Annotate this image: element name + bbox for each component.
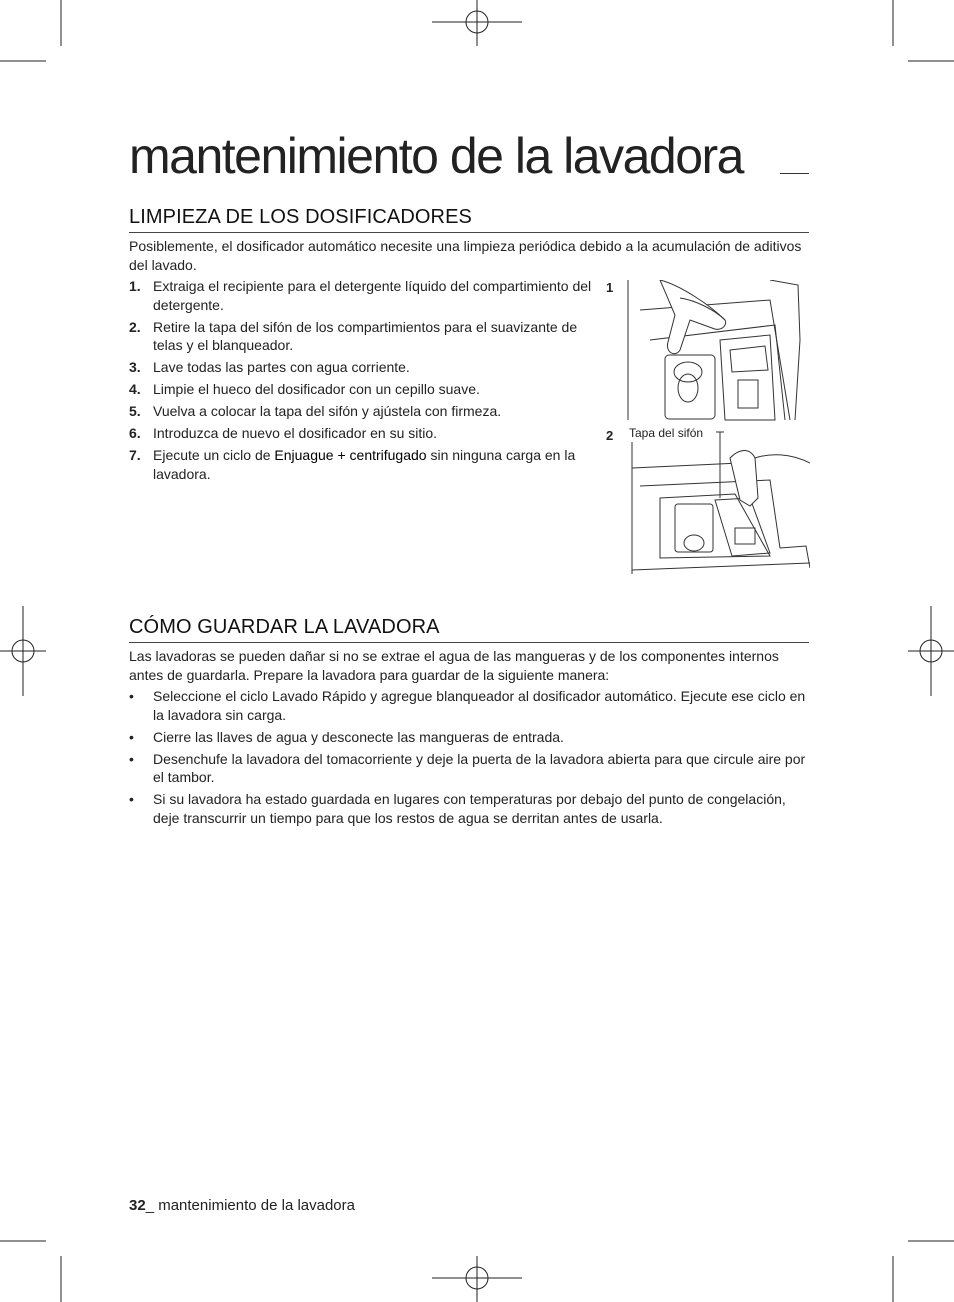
cleaning-intro: Posiblemente, el dosificador automático necesite una limpieza periódica debido a la acumulación de aditivos del lavado. bbox=[129, 238, 802, 273]
figure-2-number: 2 bbox=[606, 428, 614, 443]
page-footer bbox=[129, 1197, 355, 1214]
step-number: 6. bbox=[129, 425, 141, 441]
step-item bbox=[129, 358, 599, 377]
title-rule bbox=[780, 173, 809, 174]
bullet-dot: • bbox=[129, 791, 134, 807]
bullet-text: Seleccione el ciclo Lavado Rápido y agregue blanqueador al dosificador automático. Ejecute ese ciclo en la lavadora sin carga. bbox=[153, 688, 806, 723]
step-text-before: Ejecute un ciclo de bbox=[153, 447, 275, 463]
cleaning-steps-list bbox=[129, 277, 599, 487]
step-item bbox=[129, 380, 599, 399]
step-number: 5. bbox=[129, 403, 141, 419]
bullet-text: Si su lavadora ha estado guardada en lugares con temperaturas por debajo del punto de congelación, deje transcurrir un tiempo para que los restos de agua se derritan antes de usarla. bbox=[153, 791, 786, 826]
step-number: 4. bbox=[129, 381, 141, 397]
step-number: 1. bbox=[129, 278, 141, 294]
section-heading-cleaning: LIMPIEZA DE LOS DOSIFICADORES bbox=[129, 205, 809, 233]
step-text: Limpie el hueco del dosificador con un cepillo suave. bbox=[153, 381, 480, 397]
step-item bbox=[129, 402, 599, 421]
step-text: Extraiga el recipiente para el detergente líquido del compartimiento del detergente. bbox=[153, 278, 592, 313]
siphon-cap-label: Tapa del sifón bbox=[629, 426, 704, 440]
storage-bullet-list bbox=[129, 687, 809, 831]
step-text: Introduzca de nuevo el dosificador en su sitio. bbox=[153, 425, 438, 441]
footer-separator: _ bbox=[145, 1197, 159, 1214]
cycle-name: Enjuague + centrifugado bbox=[274, 447, 427, 463]
bullet-item bbox=[129, 790, 809, 827]
step-text: Lave todas las partes con agua corriente. bbox=[153, 359, 410, 375]
bullet-item bbox=[129, 728, 809, 747]
bullet-dot: • bbox=[129, 688, 134, 704]
bullet-dot: • bbox=[129, 750, 134, 767]
bullet-dot: • bbox=[129, 728, 134, 745]
step-item bbox=[129, 277, 599, 314]
step-number: 3. bbox=[129, 359, 141, 375]
step-number: 2. bbox=[129, 318, 141, 335]
step-text: Retire la tapa del sifón de los compartimientos para el suavizante de telas y el blanqueador. bbox=[153, 318, 578, 353]
step-text: Vuelva a colocar la tapa del sifón y ajústela con firmeza. bbox=[153, 403, 502, 419]
figure-1-number: 1 bbox=[606, 280, 614, 295]
section-heading-storage: CÓMO GUARDAR LA LAVADORA bbox=[129, 615, 809, 643]
bullet-text: Cierre las llaves de agua y desconecte las mangueras de entrada. bbox=[153, 728, 564, 745]
dispenser-removal-illustration bbox=[620, 280, 810, 422]
storage-intro: Las lavadoras se pueden dañar si no se extrae el agua de las mangueras y de los componentes internos antes de guardarla. Prepare la lavadora para guardar de la siguiente manera: bbox=[129, 648, 779, 683]
footer-text: mantenimiento de la lavadora bbox=[158, 1197, 355, 1214]
siphon-cap-illustration bbox=[620, 428, 810, 576]
step-number: 7. bbox=[129, 447, 141, 463]
step-item bbox=[129, 318, 599, 355]
page-number: 32 bbox=[129, 1197, 146, 1214]
bullet-item bbox=[129, 687, 809, 724]
page-title: mantenimiento de la lavadora bbox=[129, 128, 743, 184]
step-text-after: sin ninguna carga en la lavadora. bbox=[153, 447, 576, 482]
bullet-item bbox=[129, 750, 809, 787]
step-item bbox=[129, 424, 599, 443]
step-item bbox=[129, 446, 599, 483]
bullet-text: Desenchufe la lavadora del tomacorriente y deje la puerta de la lavadora abierta para que circule aire por el tambor. bbox=[153, 750, 806, 785]
